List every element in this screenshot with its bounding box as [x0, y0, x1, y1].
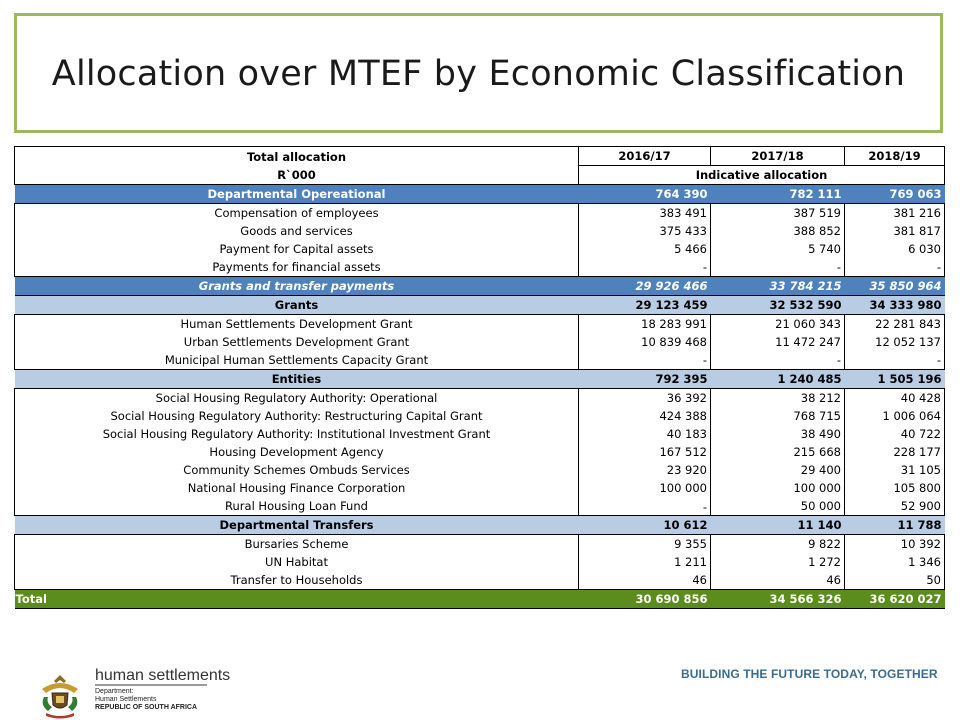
- row-value-2: 21 060 343: [711, 315, 845, 334]
- row-value-3: -: [845, 258, 945, 277]
- row-label: Compensation of employees: [15, 204, 579, 223]
- row-value-2: 32 532 590: [711, 296, 845, 315]
- row-value-3: 12 052 137: [845, 333, 945, 351]
- row-value-1: -: [579, 258, 711, 277]
- row-value-2: 34 566 326: [711, 590, 845, 609]
- table-row: [15, 535, 945, 554]
- header-year-1: 2016/17: [579, 147, 711, 166]
- table-row: [15, 277, 945, 296]
- slogan: BUILDING THE FUTURE TODAY, TOGETHER: [681, 667, 938, 681]
- row-value-2: 46: [711, 571, 845, 590]
- row-value-2: 5 740: [711, 240, 845, 258]
- allocation-table: [14, 146, 945, 609]
- header-row-years: [15, 147, 945, 166]
- dept-name: human settlements: [95, 667, 231, 684]
- row-value-3: 36 620 027: [845, 590, 945, 609]
- row-value-2: 215 668: [711, 443, 845, 461]
- row-label: Departmental Transfers: [15, 516, 579, 535]
- row-label: Total: [15, 590, 579, 609]
- row-value-1: -: [579, 497, 711, 516]
- row-value-3: 769 063: [845, 185, 945, 204]
- title-box: [14, 13, 943, 133]
- row-value-1: 167 512: [579, 443, 711, 461]
- table-row: [15, 553, 945, 571]
- table-row: [15, 333, 945, 351]
- row-value-1: 23 920: [579, 461, 711, 479]
- row-value-2: 33 784 215: [711, 277, 845, 296]
- row-value-3: 1 006 064: [845, 407, 945, 425]
- row-value-2: 50 000: [711, 497, 845, 516]
- row-label: Bursaries Scheme: [15, 535, 579, 554]
- row-value-2: 11 472 247: [711, 333, 845, 351]
- dept-sub-line-1: Department:: [95, 688, 134, 695]
- row-value-3: 35 850 964: [845, 277, 945, 296]
- table-row: [15, 590, 945, 609]
- table-row: [15, 407, 945, 425]
- table-row: [15, 497, 945, 516]
- row-label: Goods and services: [15, 222, 579, 240]
- row-label: National Housing Finance Corporation: [15, 479, 579, 497]
- row-label: Urban Settlements Development Grant: [15, 333, 579, 351]
- row-value-1: 383 491: [579, 204, 711, 223]
- row-value-2: 768 715: [711, 407, 845, 425]
- row-value-3: 31 105: [845, 461, 945, 479]
- row-value-1: 792 395: [579, 370, 711, 389]
- table-row: [15, 443, 945, 461]
- row-value-1: 10 839 468: [579, 333, 711, 351]
- row-value-2: 387 519: [711, 204, 845, 223]
- row-value-2: 38 490: [711, 425, 845, 443]
- row-value-2: 11 140: [711, 516, 845, 535]
- row-label: Grants and transfer payments: [15, 277, 579, 296]
- row-value-1: 30 690 856: [579, 590, 711, 609]
- row-label: Human Settlements Development Grant: [15, 315, 579, 334]
- row-value-1: 29 123 459: [579, 296, 711, 315]
- table-row: [15, 461, 945, 479]
- row-value-3: 6 030: [845, 240, 945, 258]
- row-value-2: -: [711, 258, 845, 277]
- row-value-1: -: [579, 351, 711, 370]
- row-value-3: 381 817: [845, 222, 945, 240]
- row-label: Social Housing Regulatory Authority: Restructuring Capital Grant: [15, 407, 579, 425]
- row-label: Departmental Opereational: [15, 185, 579, 204]
- table-row: [15, 571, 945, 590]
- header-row-sub: [15, 166, 945, 185]
- dept-sub: [95, 688, 197, 712]
- row-label: Social Housing Regulatory Authority: Institutional Investment Grant: [15, 425, 579, 443]
- page-title: Allocation over MTEF by Economic Classification: [51, 54, 906, 94]
- row-value-1: 5 466: [579, 240, 711, 258]
- row-value-2: 1 272: [711, 553, 845, 571]
- row-label: Social Housing Regulatory Authority: Operational: [15, 389, 579, 408]
- table-row: [15, 516, 945, 535]
- table-row: [15, 240, 945, 258]
- table-row: [15, 204, 945, 223]
- row-value-1: 46: [579, 571, 711, 590]
- table-row: [15, 479, 945, 497]
- row-value-1: 9 355: [579, 535, 711, 554]
- row-value-1: 36 392: [579, 389, 711, 408]
- row-value-2: -: [711, 351, 845, 370]
- header-year-2: 2017/18: [711, 147, 845, 166]
- row-label: Transfer to Households: [15, 571, 579, 590]
- dept-divider: [95, 684, 207, 686]
- row-value-2: 388 852: [711, 222, 845, 240]
- row-value-3: -: [845, 351, 945, 370]
- row-value-3: 381 216: [845, 204, 945, 223]
- row-label: UN Habitat: [15, 553, 579, 571]
- row-value-3: 105 800: [845, 479, 945, 497]
- row-label: Housing Development Agency: [15, 443, 579, 461]
- table-row: [15, 185, 945, 204]
- row-value-1: 375 433: [579, 222, 711, 240]
- row-value-3: 40 722: [845, 425, 945, 443]
- row-value-2: 38 212: [711, 389, 845, 408]
- row-value-1: 29 926 466: [579, 277, 711, 296]
- header-label-total: Total allocation: [15, 147, 579, 166]
- row-value-2: 1 240 485: [711, 370, 845, 389]
- table-row: [15, 425, 945, 443]
- row-value-3: 22 281 843: [845, 315, 945, 334]
- coat-of-arms-icon: [42, 675, 78, 719]
- row-value-2: 9 822: [711, 535, 845, 554]
- table-row: [15, 370, 945, 389]
- dept-sub-line-3: REPUBLIC OF SOUTH AFRICA: [95, 704, 198, 711]
- row-value-2: 29 400: [711, 461, 845, 479]
- row-value-1: 1 211: [579, 553, 711, 571]
- table-row: [15, 389, 945, 408]
- row-value-1: 764 390: [579, 185, 711, 204]
- table-row: [15, 351, 945, 370]
- row-value-2: 782 111: [711, 185, 845, 204]
- row-value-3: 228 177: [845, 443, 945, 461]
- dept-sub-line-2: Human Settlements: [95, 696, 157, 703]
- row-label: Payments for financial assets: [15, 258, 579, 277]
- table-row: [15, 258, 945, 277]
- row-value-3: 10 392: [845, 535, 945, 554]
- row-value-2: 100 000: [711, 479, 845, 497]
- row-value-3: 11 788: [845, 516, 945, 535]
- row-value-1: 40 183: [579, 425, 711, 443]
- row-value-1: 100 000: [579, 479, 711, 497]
- row-value-1: 10 612: [579, 516, 711, 535]
- header-label-unit: R`000: [15, 166, 579, 185]
- row-value-3: 52 900: [845, 497, 945, 516]
- row-value-3: 1 346: [845, 553, 945, 571]
- row-value-3: 34 333 980: [845, 296, 945, 315]
- table-row: [15, 296, 945, 315]
- row-label: Grants: [15, 296, 579, 315]
- row-label: Municipal Human Settlements Capacity Grant: [15, 351, 579, 370]
- row-value-1: 18 283 991: [579, 315, 711, 334]
- row-value-3: 50: [845, 571, 945, 590]
- row-label: Payment for Capital assets: [15, 240, 579, 258]
- row-label: Community Schemes Ombuds Services: [15, 461, 579, 479]
- row-label: Entities: [15, 370, 579, 389]
- row-label: Rural Housing Loan Fund: [15, 497, 579, 516]
- table-row: [15, 315, 945, 334]
- row-value-1: 424 388: [579, 407, 711, 425]
- table-row: [15, 222, 945, 240]
- coat-of-arms-logo: [30, 671, 90, 719]
- header-year-3: 2018/19: [845, 147, 945, 166]
- row-value-3: 40 428: [845, 389, 945, 408]
- row-value-3: 1 505 196: [845, 370, 945, 389]
- header-indicative: Indicative allocation: [579, 166, 945, 185]
